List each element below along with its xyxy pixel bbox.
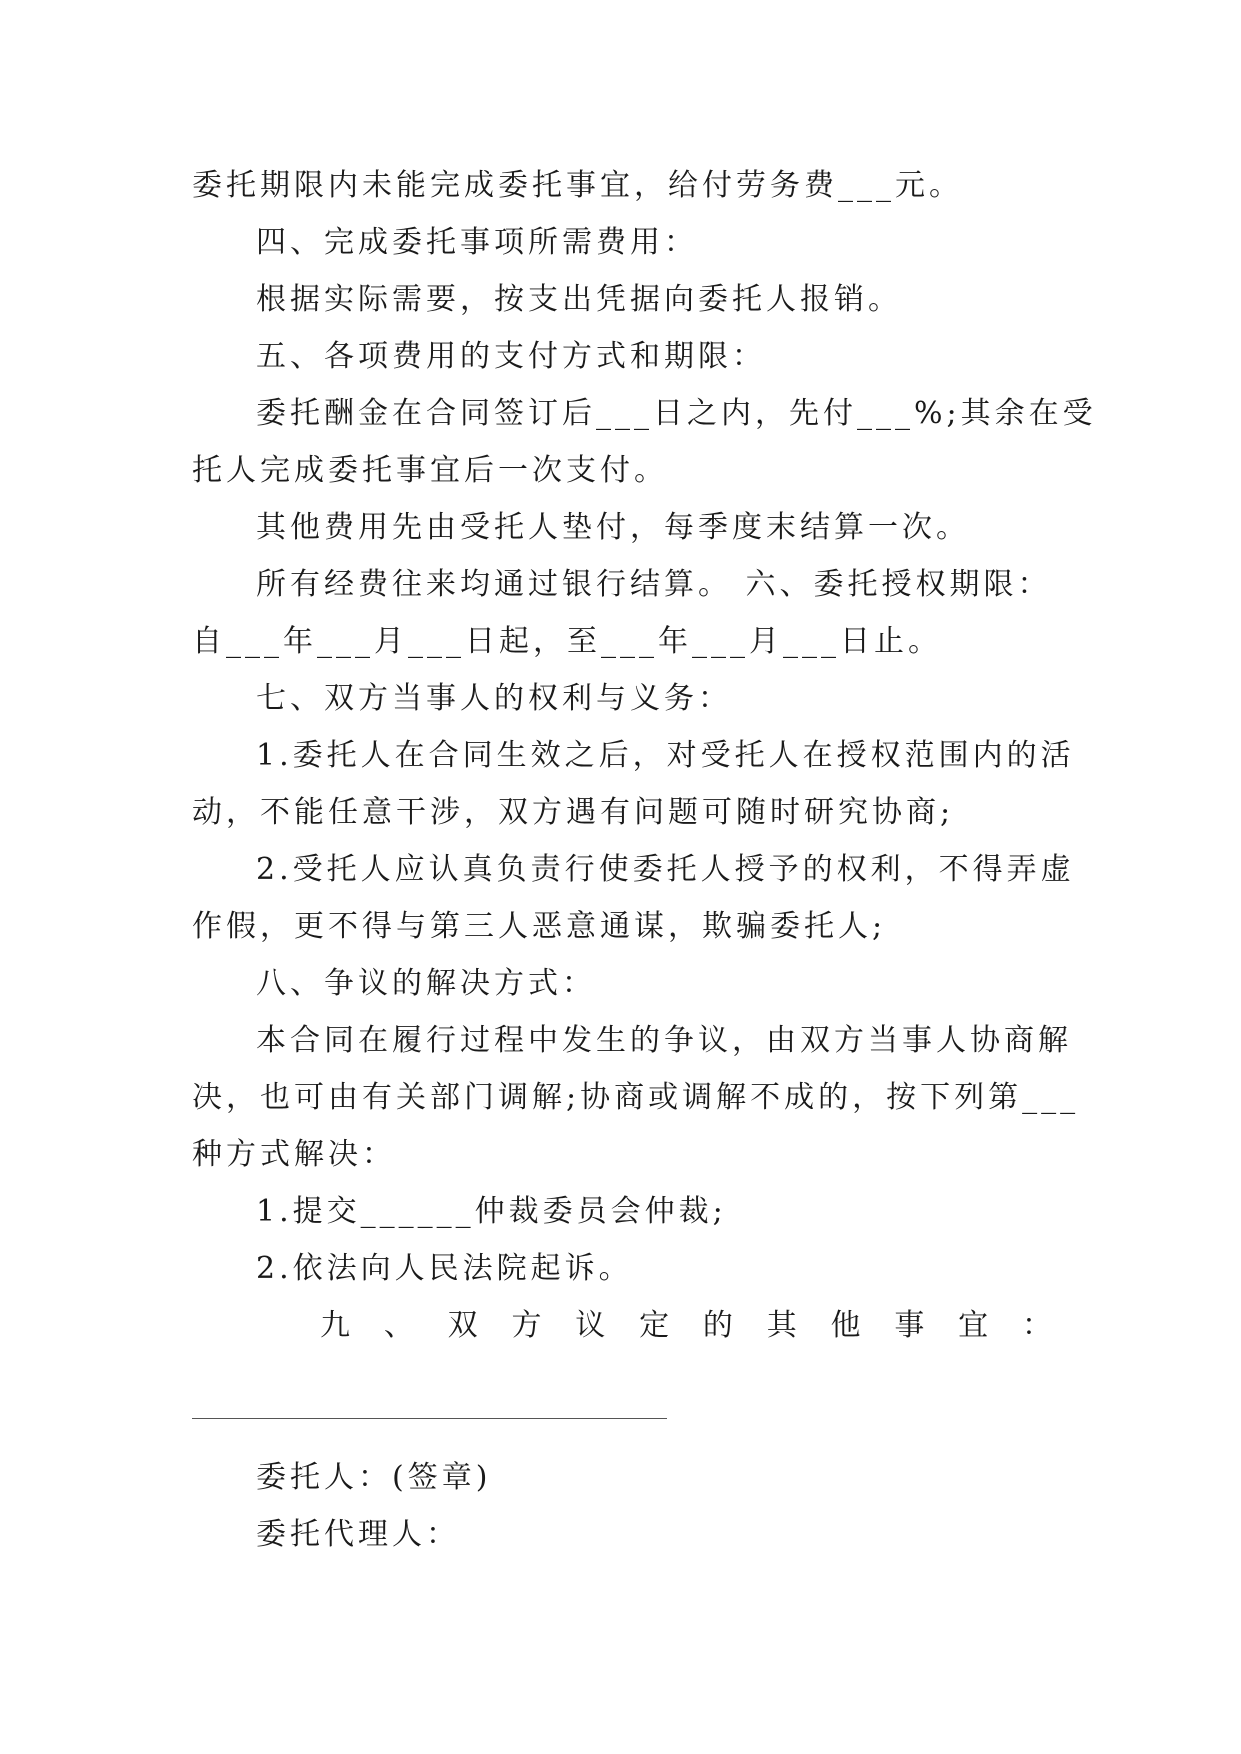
text-line-13: 2.受托人应认真负责行使委托人授予的权利，不得弄虚 [256,852,1075,887]
signature-agent: 委托代理人： [256,1517,460,1552]
section-nine-char: 事 [894,1308,925,1343]
section-five-heading: 五、各项费用的支付方式和期限： [256,339,766,374]
text-line-12: 动，不能任意干涉，双方遇有问题可随时研究协商; [192,795,955,830]
section-seven-heading: 七、双方当事人的权利与义务： [256,681,732,716]
text-line-9: 自___年___月___日起，至___年___月___日止。 [192,624,942,659]
text-line-20: 2.依法向人民法院起诉。 [256,1251,633,1286]
signature-principal: 委托人：(签章) [256,1460,492,1495]
section-eight-heading: 八、争议的解决方式： [256,966,596,1001]
text-line-14: 作假，更不得与第三人恶意通谋，欺骗委托人; [192,909,887,944]
section-four-heading: 四、完成委托事项所需费用： [256,225,698,260]
text-line-17: 决，也可由有关部门调解;协商或调解不成的，按下列第___ [192,1080,1080,1115]
text-line-19: 1.提交______仲裁委员会仲裁; [256,1194,727,1229]
section-nine-char: 其 [766,1308,797,1343]
text-line-5: 委托酬金在合同签订后___日之内，先付___%;其余在受 [256,396,1097,431]
section-six-heading: 所有经费往来均通过银行结算。 六、委托授权期限： [256,567,1052,602]
section-nine-heading [320,1306,1052,1346]
section-nine-char: 宜 [958,1308,989,1343]
section-nine-char: 议 [575,1308,606,1343]
section-nine-char: 方 [511,1308,542,1343]
section-nine-char: 定 [639,1308,670,1343]
text-line-18: 种方式解决： [192,1137,396,1172]
text-line-16: 本合同在履行过程中发生的争议，由双方当事人协商解 [256,1023,1072,1058]
text-line-11: 1.委托人在合同生效之后，对受托人在授权范围内的活 [256,738,1075,773]
text-line-3: 根据实际需要，按支出凭据向委托人报销。 [256,282,902,317]
section-nine-char: 的 [702,1308,733,1343]
text-line-7: 其他费用先由受托人垫付，每季度末结算一次。 [256,510,970,545]
text-line-6: 托人完成委托事宜后一次支付。 [192,453,668,488]
section-nine-char: ： [1021,1308,1052,1343]
blank-fill-line [192,1418,667,1419]
section-nine-char: 九 [320,1308,350,1343]
section-nine-char: 、 [383,1308,414,1343]
section-nine-char: 双 [447,1308,478,1343]
text-line-1: 委托期限内未能完成委托事宜，给付劳务费___元。 [192,168,963,203]
section-nine-char: 他 [830,1308,861,1343]
